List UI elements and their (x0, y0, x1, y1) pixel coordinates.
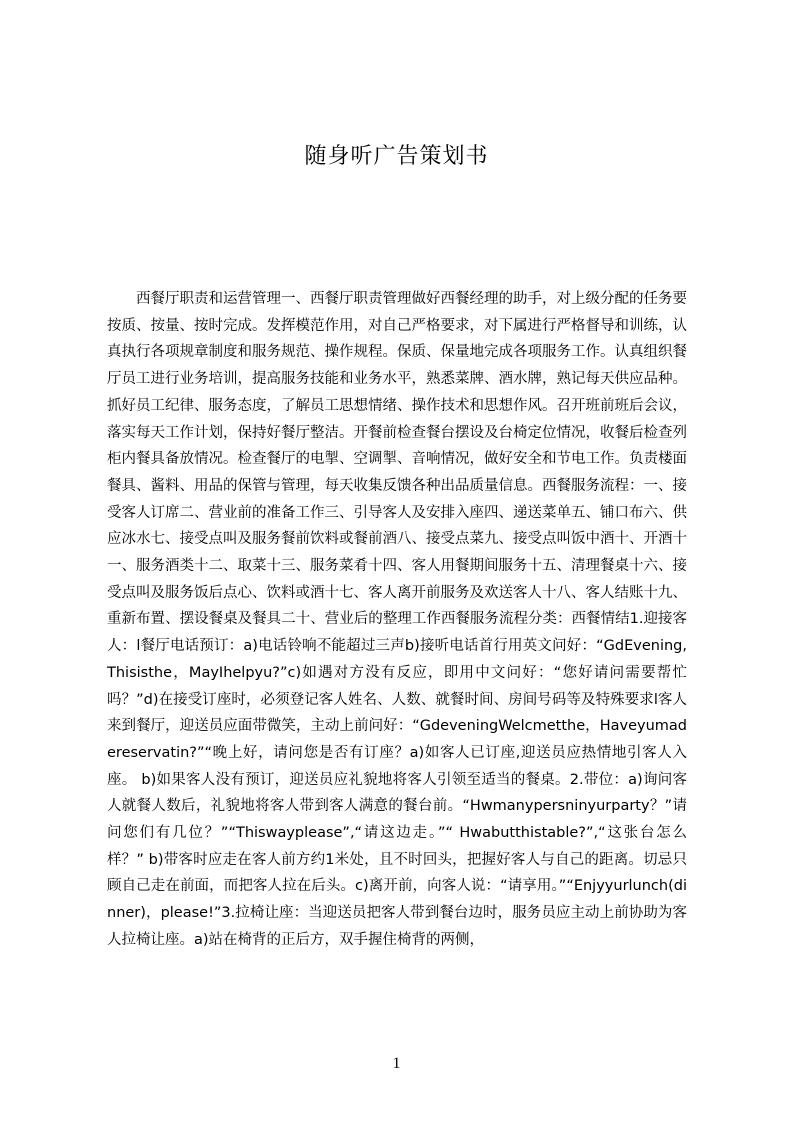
body-paragraph: 西餐厅职责和运营管理一、西餐厅职责管理做好西餐经理的助手，对上级分配的任务要按质、按量、按时完成。发挥模范作用，对自己严格要求，对下属进行严格督导和训练，认真执行各项规章制度和服务规范、操作规程。保质、保量地完成各项服务工作。认真组织餐厅员工进行业务培训，提高服务技能和业务水平，熟悉菜牌、酒水牌，熟记每天供应品种。抓好员工纪律、服务态度，了解员工思想情绪、操作技术和思想作风。召开班前班后会议，落实每天工作计划，保持好餐厅整洁。开餐前检查餐台摆设及台椅定位情况，收餐后检查列柜内餐具备放情况。检查餐厅的电掣、空调掣、音响情况，做好安全和节电工作。负责楼面餐具、酱料、用品的保管与管理，每天收集反馈各种出品质量信息。西餐服务流程：一、接受客人订席二、营业前的准备工作三、引导客人及安排入座四、递送菜单五、铺口布六、供应冰水七、接受点叫及服务餐前饮料或餐前酒八、接受点菜九、接受点叫饭中酒十、开酒十一、服务酒类十二、取菜十三、服务菜肴十四、客人用餐期间服务十五、清理餐桌十六、接受点叫及服务饭后点心、饮料或酒十七、客人离开前服务及欢送客人十八、客人结账十九、重新布置、摆设餐桌及餐具二十、营业后的整理工作西餐服务流程分类：西餐情结1.迎接客人：l餐厅电话预订：a)电话铃响不能超过三声b)接听电话首行用英文问好：“GdEvening,Thisisthe，MayIhelpyu?”c)如遇对方没有反应，即用中文问好：“您好请问需要帮忙吗？”d)在接受订座时，必须登记客人姓名、人数、就餐时间、房间号码等及特殊要求l客人来到餐厅，迎送员应面带微笑，主动上前问好：“GdeveningWelcmetthe，Haveyumadereservatin?”“晚上好，请问您是否有订座？a)如客人已订座,迎送员应热情地引客人入座。 b)如果客人没有预订，迎送员应礼貌地将客人引领至适当的餐桌。2.带位：a)询问客人就餐人数后，礼貌地将客人带到客人满意的餐台前。“Hwmanypersninyurparty？”请问您们有几位？”“Thiswayplease”,“请这边走。”“ Hwabutthistable?”,“这张台怎么样？” b)带客时应走在客人前方约1米处，且不时回头，把握好客人与自己的距离。切忌只顾自己走在前面，而把客人拉在后头。c)离开前，向客人说：“请享用。”“Enjyyurlunch(dinner)，please!”3.拉椅让座：当迎送员把客人带到餐台边时，服务员应主动上前协助为客人拉椅让座。a)站在椅背的正后方，双手握住椅背的两侧， (107, 291, 687, 948)
document-title: 随身听广告策划书 (304, 144, 489, 169)
page-number: 1 (392, 1055, 401, 1072)
